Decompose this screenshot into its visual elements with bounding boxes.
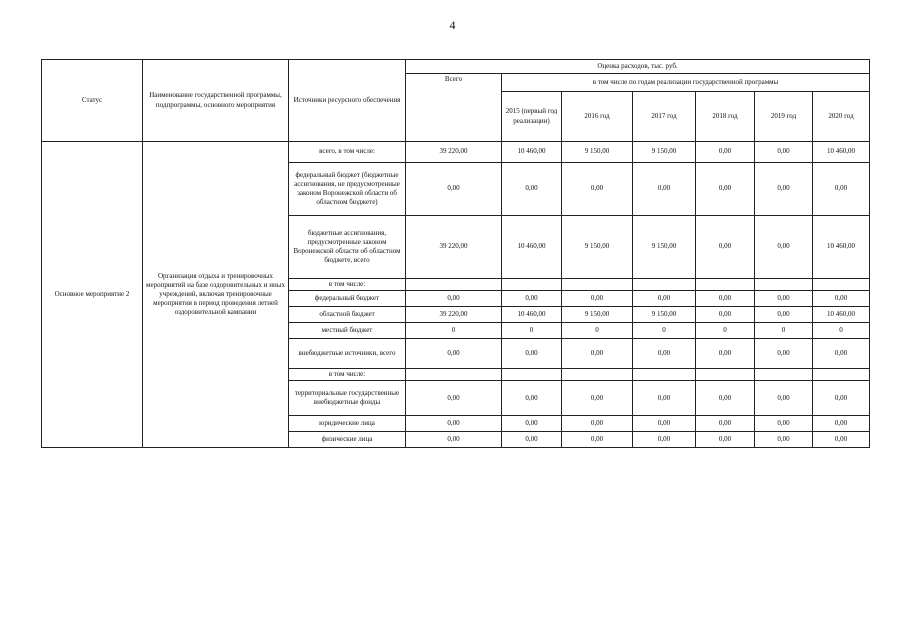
value-cell bbox=[562, 279, 633, 291]
budget-table bbox=[41, 59, 870, 448]
value-cell: 0,00 bbox=[562, 432, 633, 448]
source-cell: внебюджетные источники, всего bbox=[289, 339, 406, 369]
value-cell bbox=[755, 279, 813, 291]
value-cell: 0,00 bbox=[562, 416, 633, 432]
value-cell: 0,00 bbox=[502, 339, 562, 369]
value-cell: 0,00 bbox=[696, 291, 755, 307]
value-cell bbox=[633, 279, 696, 291]
value-cell: 0,00 bbox=[633, 291, 696, 307]
value-cell: 0,00 bbox=[633, 416, 696, 432]
value-cell: 0,00 bbox=[633, 339, 696, 369]
value-cell: 39 220,00 bbox=[406, 142, 502, 163]
value-cell: 0,00 bbox=[406, 339, 502, 369]
source-cell: бюджетные ассигнования, предусмотренные законом Воронежской области об областном бюджете, всего bbox=[289, 216, 406, 279]
value-cell: 0,00 bbox=[406, 416, 502, 432]
value-cell: 0 bbox=[696, 323, 755, 339]
value-cell: 0,00 bbox=[502, 432, 562, 448]
value-cell: 10 460,00 bbox=[813, 142, 870, 163]
source-cell: в том числе: bbox=[289, 369, 406, 381]
value-cell: 9 150,00 bbox=[562, 142, 633, 163]
value-cell: 0,00 bbox=[633, 432, 696, 448]
value-cell: 0,00 bbox=[755, 416, 813, 432]
page-number: 4 bbox=[449, 18, 456, 32]
value-cell: 0,00 bbox=[755, 163, 813, 216]
value-cell: 0,00 bbox=[755, 381, 813, 416]
value-cell: 0,00 bbox=[633, 163, 696, 216]
year-header-2018: 2018 год bbox=[696, 92, 755, 142]
estimate-header: Оценка расходов, тыс. руб. bbox=[406, 60, 870, 74]
value-cell: 0 bbox=[562, 323, 633, 339]
value-cell: 0,00 bbox=[813, 381, 870, 416]
value-cell: 0,00 bbox=[562, 381, 633, 416]
value-cell bbox=[406, 279, 502, 291]
value-cell: 0,00 bbox=[755, 142, 813, 163]
value-cell bbox=[755, 369, 813, 381]
header-row-1 bbox=[42, 60, 870, 74]
by-years-header: в том числе по годам реализации государственной программы bbox=[502, 74, 870, 92]
status-cell: Основное мероприятие 2 bbox=[42, 142, 143, 448]
value-cell: 9 150,00 bbox=[633, 142, 696, 163]
value-cell: 9 150,00 bbox=[562, 216, 633, 279]
value-cell: 0,00 bbox=[813, 339, 870, 369]
source-cell: физические лица bbox=[289, 432, 406, 448]
value-cell: 9 150,00 bbox=[633, 216, 696, 279]
year-header-2019: 2019 год bbox=[755, 92, 813, 142]
table-row bbox=[42, 142, 870, 163]
value-cell: 0,00 bbox=[755, 216, 813, 279]
value-cell: 0,00 bbox=[562, 339, 633, 369]
year-header-2020: 2020 год bbox=[813, 92, 870, 142]
value-cell: 9 150,00 bbox=[562, 307, 633, 323]
value-cell: 0 bbox=[755, 323, 813, 339]
value-cell: 0,00 bbox=[406, 163, 502, 216]
year-header-2017: 2017 год bbox=[633, 92, 696, 142]
value-cell: 0,00 bbox=[755, 307, 813, 323]
value-cell: 0 bbox=[406, 323, 502, 339]
year-header-2015: 2015 (первый год реализации) bbox=[502, 92, 562, 142]
value-cell: 0,00 bbox=[502, 163, 562, 216]
value-cell: 0,00 bbox=[696, 142, 755, 163]
value-cell bbox=[696, 279, 755, 291]
value-cell: 10 460,00 bbox=[813, 307, 870, 323]
value-cell: 0,00 bbox=[406, 291, 502, 307]
value-cell: 0,00 bbox=[502, 291, 562, 307]
value-cell: 0,00 bbox=[696, 307, 755, 323]
value-cell: 0 bbox=[813, 323, 870, 339]
value-cell: 0,00 bbox=[696, 339, 755, 369]
value-cell bbox=[502, 279, 562, 291]
name-header: Наименование государственной программы, подпрограммы, основного мероприятия bbox=[143, 60, 289, 142]
value-cell: 10 460,00 bbox=[502, 216, 562, 279]
value-cell: 0,00 bbox=[696, 432, 755, 448]
value-cell bbox=[502, 369, 562, 381]
source-cell: федеральный бюджет (бюджетные ассигнования, не предусмотренные законом Воронежской области об областном бюджете) bbox=[289, 163, 406, 216]
value-cell: 39 220,00 bbox=[406, 216, 502, 279]
value-cell bbox=[562, 369, 633, 381]
value-cell bbox=[813, 369, 870, 381]
value-cell: 39 220,00 bbox=[406, 307, 502, 323]
value-cell: 0,00 bbox=[755, 291, 813, 307]
year-header-2016: 2016 год bbox=[562, 92, 633, 142]
value-cell: 0,00 bbox=[502, 381, 562, 416]
value-cell: 0,00 bbox=[813, 432, 870, 448]
value-cell: 9 150,00 bbox=[633, 307, 696, 323]
name-cell: Организация отдыха и тренировочных мероприятий на базе оздоровительных и иных учреждений, включая тренировочные мероприятия в период проведения летней оздоровительной кампании bbox=[143, 142, 289, 448]
value-cell: 0 bbox=[502, 323, 562, 339]
value-cell: 0,00 bbox=[696, 381, 755, 416]
value-cell: 0,00 bbox=[755, 339, 813, 369]
value-cell: 10 460,00 bbox=[502, 307, 562, 323]
status-header: Статус bbox=[42, 60, 143, 142]
value-cell: 0,00 bbox=[813, 163, 870, 216]
value-cell: 0,00 bbox=[406, 432, 502, 448]
value-cell: 0,00 bbox=[813, 416, 870, 432]
value-cell: 0,00 bbox=[502, 416, 562, 432]
value-cell bbox=[406, 369, 502, 381]
source-cell: юридические лица bbox=[289, 416, 406, 432]
source-cell: всего, в том числе: bbox=[289, 142, 406, 163]
value-cell: 0,00 bbox=[696, 216, 755, 279]
source-cell: областной бюджет bbox=[289, 307, 406, 323]
value-cell: 0,00 bbox=[406, 381, 502, 416]
value-cell: 0,00 bbox=[562, 291, 633, 307]
value-cell: 10 460,00 bbox=[502, 142, 562, 163]
value-cell: 0,00 bbox=[696, 163, 755, 216]
value-cell: 0,00 bbox=[562, 163, 633, 216]
source-cell: местный бюджет bbox=[289, 323, 406, 339]
source-cell: территориальные государственные внебюджетные фонды bbox=[289, 381, 406, 416]
value-cell: 0,00 bbox=[696, 416, 755, 432]
source-cell: федеральный бюджет bbox=[289, 291, 406, 307]
value-cell bbox=[633, 369, 696, 381]
value-cell bbox=[696, 369, 755, 381]
value-cell: 0,00 bbox=[755, 432, 813, 448]
sources-header: Источники ресурсного обеспечения bbox=[289, 60, 406, 142]
value-cell: 0,00 bbox=[813, 291, 870, 307]
value-cell: 0,00 bbox=[633, 381, 696, 416]
value-cell: 0 bbox=[633, 323, 696, 339]
table-body bbox=[42, 60, 870, 448]
source-cell: в том числе: bbox=[289, 279, 406, 291]
value-cell: 10 460,00 bbox=[813, 216, 870, 279]
total-header: Всего bbox=[406, 74, 502, 142]
value-cell bbox=[813, 279, 870, 291]
